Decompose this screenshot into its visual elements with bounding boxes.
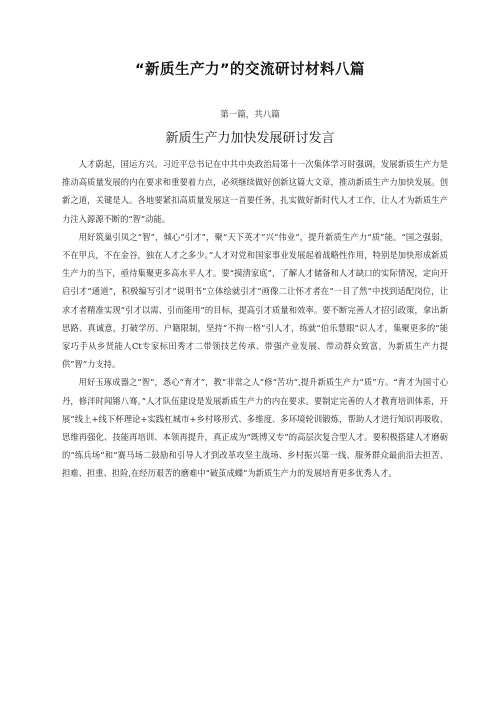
section-label: 第一篇，共八篇 xyxy=(220,110,280,120)
paragraph-1: 人才蔚起，国运方兴。习近平总书记在中共中央政治局第十一次集体学习时强调，发展新质生产力是推动高质量发展的内在要求和重要着力点，必须继续做好创新这篇大文章，推动新质生产力加快发展。创新之道，关键是人。各地要紧扣高质量发展这一首要任务，扎实做好新时代人才工作，让人才为新质生产力注入源源不断的“智”动能。 xyxy=(62,159,448,224)
paragraph-2: 用好筑巢引凤之“智”，倾心“引才”，聚“天下英才”兴“伟业”，提升新质生产力“质”能。“国之强弱，不在甲兵，不在金谷，独在人才之多少。”人才对党和国家事业发展起着战略性作用，特别是加快形成新质生产力的当下，亟待集聚更多高水平人才。要“摸清家底”，了解人才储备和人才缺口的实际情况，定向开启引才“通道”，积极编写引才“说明书”立体绘就引才“画像二让怀才者在“一目了然”中找到适配岗位，让求才者精准实现“引才以需、引而能用”的目标，提高引才质量和效率。要不断完善人才招引政策，拿出新思路、真诚意，打破学历、户籍限制，坚持“不拘一格”引人才，练就“伯乐慧眼”识人才，集聚更多的“能家巧手从乡贤能人Ct专家标田秀才二带领技艺传承、带强产业发展、带动群众致富，为新质生产力提供“智”力支持。 xyxy=(62,231,448,370)
paragraph-3: 用好玉琢成器之“智”，悉心“育才”，教“非常之人”修“苦功”,提升新质生产力“质”方。“育才为国寸心丹，修泮时闻锵八骞。”人才队伍建设是发展新质生产力的内在要求。要制定完善的人才教育培训体系，开展“线上+线下杯理论+实践杠城市+乡村哆形式、多维度、多环境轮训锻炼，帮助人才进行知识再吸收、思维再强化、技能再培训、本领再提升，真正成为“既博又专”的高层次复合型人才。要积极搭建人才磨砺的“练兵场”和“赛马场二鼓励和引导人才到改革攻坚主战场、乡村振兴第一线、服务群众最前沿去担苦、担难、担重、担险,在经历艰苦的磨难中“破茧成蝶”为新质生产力的发展培育更多优秀人才。 xyxy=(62,377,448,479)
document-title: “新质生产力”的交流研讨材料八篇 xyxy=(134,62,366,78)
article-body xyxy=(62,155,448,483)
article-title: 新质生产力加快发展研讨发言 xyxy=(165,131,335,146)
